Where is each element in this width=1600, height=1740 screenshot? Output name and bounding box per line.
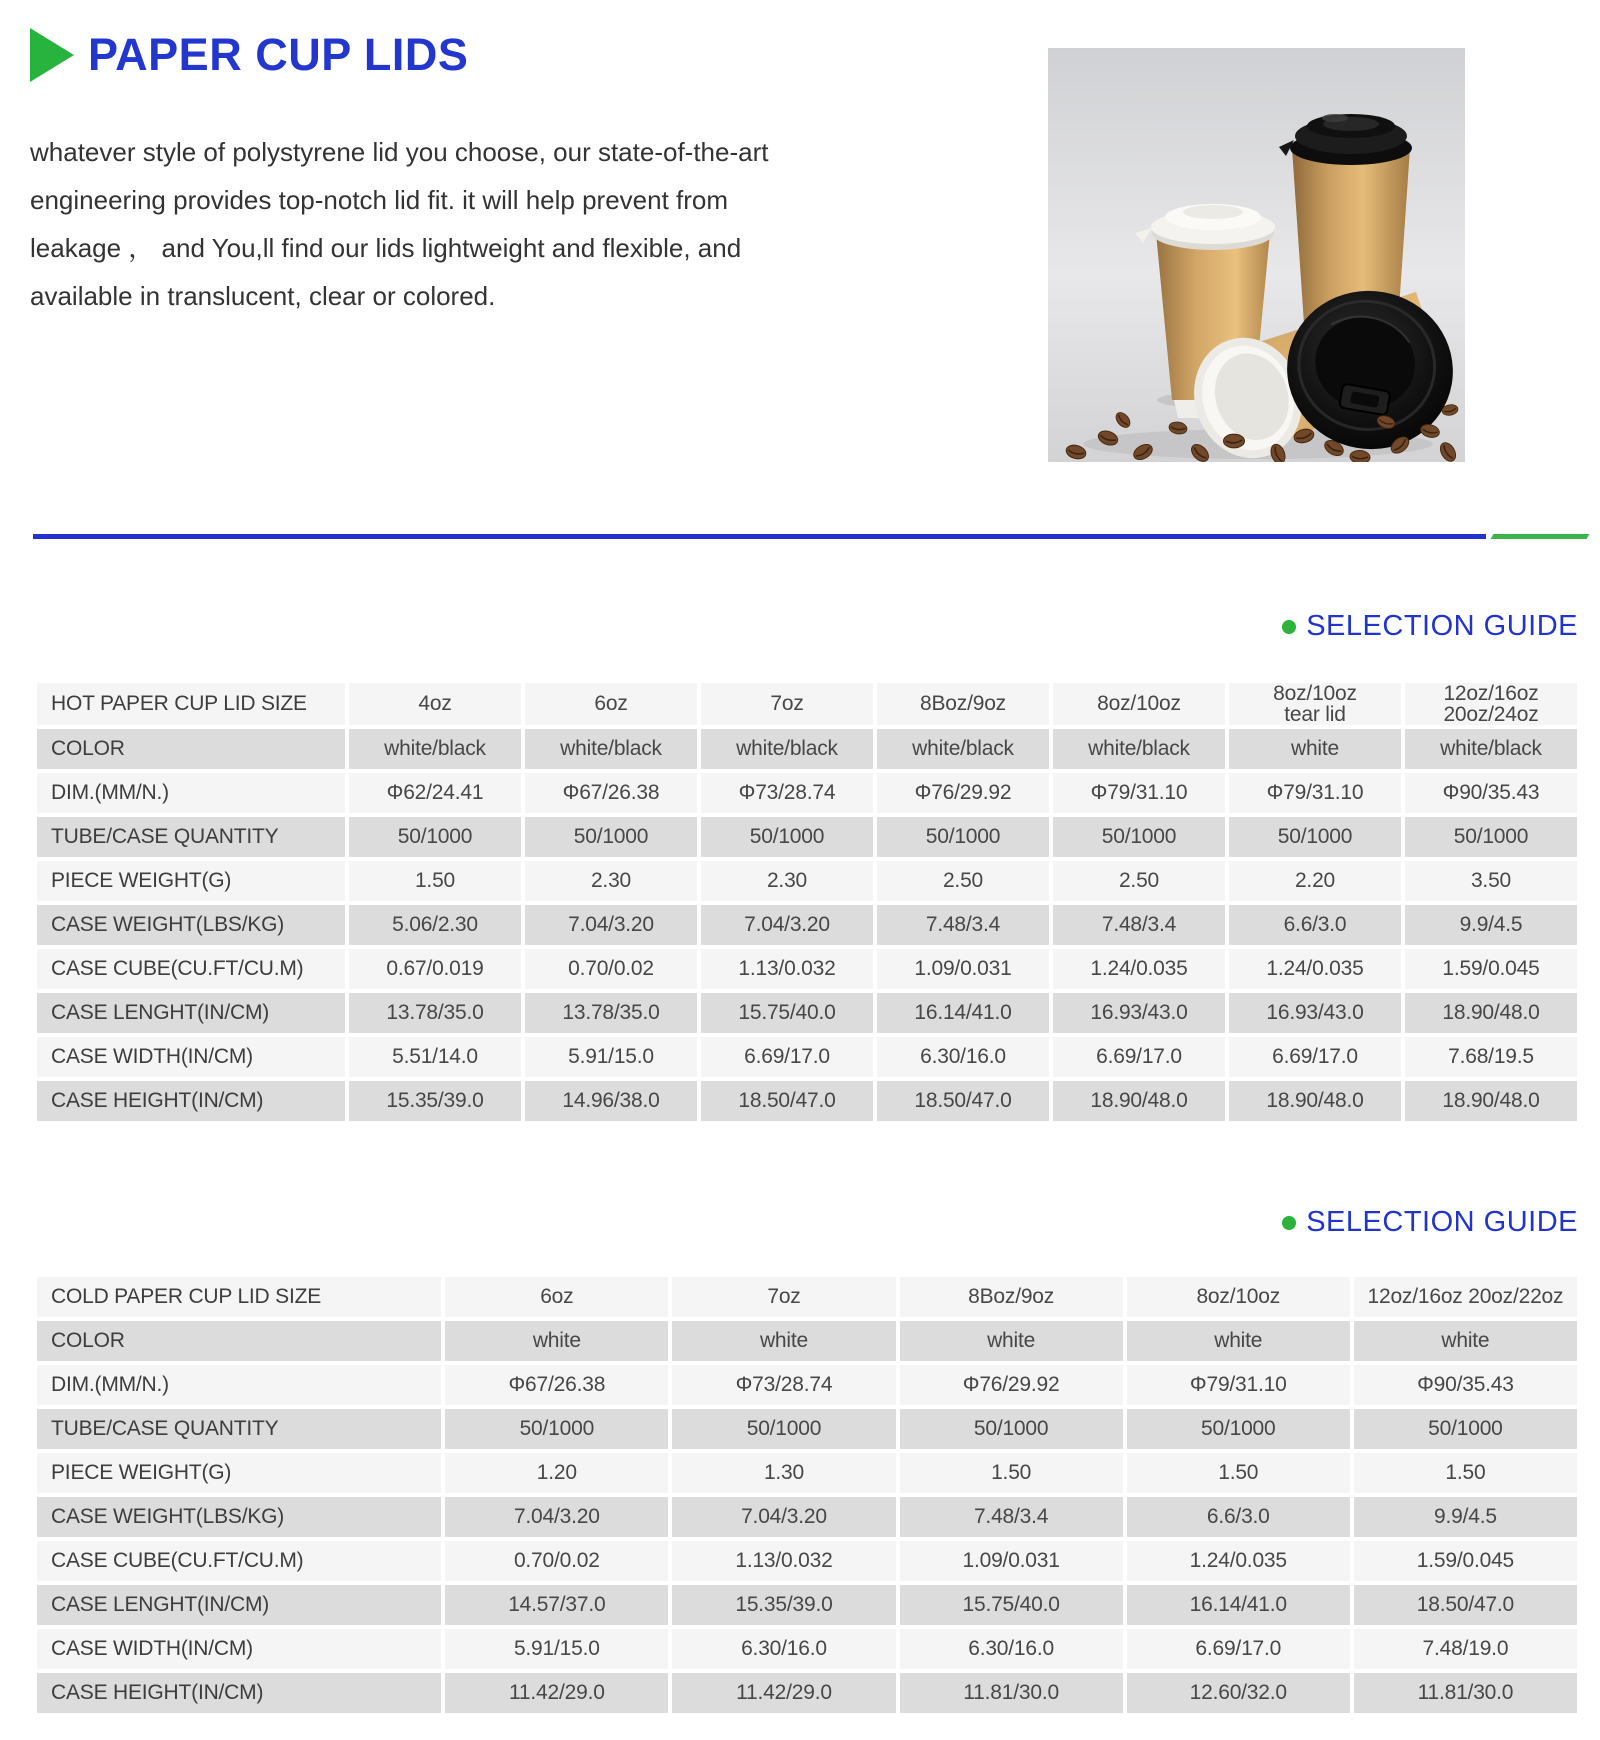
value-cell: 18.50/47.0 bbox=[1354, 1585, 1577, 1625]
value-cell: 5.06/2.30 bbox=[349, 905, 521, 945]
divider-green-line bbox=[1491, 534, 1590, 539]
table-row bbox=[37, 817, 1577, 857]
value-cell: 1.59/0.045 bbox=[1354, 1541, 1577, 1581]
value-cell: 50/1000 bbox=[1229, 817, 1401, 857]
value-cell: 7.04/3.20 bbox=[525, 905, 697, 945]
value-cell: 11.81/30.0 bbox=[900, 1673, 1123, 1713]
table-row bbox=[37, 1629, 1577, 1669]
value-cell: 9.9/4.5 bbox=[1405, 905, 1577, 945]
value-cell: Φ62/24.41 bbox=[349, 773, 521, 813]
value-cell: white bbox=[1354, 1321, 1577, 1361]
value-cell: 1.50 bbox=[900, 1453, 1123, 1493]
value-cell: white/black bbox=[877, 729, 1049, 769]
row-label-cell: CASE LENGHT(IN/CM) bbox=[37, 993, 345, 1033]
value-cell: Φ79/31.10 bbox=[1053, 773, 1225, 813]
table-row bbox=[37, 1365, 1577, 1405]
table-row bbox=[37, 773, 1577, 813]
table-row bbox=[37, 1585, 1577, 1625]
value-cell: 13.78/35.0 bbox=[349, 993, 521, 1033]
table-row bbox=[37, 1409, 1577, 1449]
value-cell: 12oz/16oz 20oz/24oz bbox=[1405, 683, 1577, 725]
value-cell: white/black bbox=[1053, 729, 1225, 769]
value-cell: 15.35/39.0 bbox=[349, 1081, 521, 1121]
row-label-cell: TUBE/CASE QUANTITY bbox=[37, 1409, 441, 1449]
value-cell: 6oz bbox=[525, 683, 697, 725]
value-cell: 16.14/41.0 bbox=[877, 993, 1049, 1033]
value-cell: 7.04/3.20 bbox=[672, 1497, 895, 1537]
value-cell: 50/1000 bbox=[1405, 817, 1577, 857]
value-cell: 7.04/3.20 bbox=[445, 1497, 668, 1537]
value-cell: 1.24/0.035 bbox=[1053, 949, 1225, 989]
value-cell: Φ76/29.92 bbox=[877, 773, 1049, 813]
row-label-cell: PIECE WEIGHT(G) bbox=[37, 1453, 441, 1493]
intro-line: available in translucent, clear or colored. bbox=[30, 281, 496, 311]
row-label-cell: CASE HEIGHT(IN/CM) bbox=[37, 1673, 441, 1713]
value-cell: 6.6/3.0 bbox=[1229, 905, 1401, 945]
value-cell: white bbox=[672, 1321, 895, 1361]
value-cell: 2.20 bbox=[1229, 861, 1401, 901]
value-cell: Φ90/35.43 bbox=[1405, 773, 1577, 813]
row-label-cell: CASE CUBE(CU.FT/CU.M) bbox=[37, 1541, 441, 1581]
value-cell: 1.24/0.035 bbox=[1229, 949, 1401, 989]
row-label-cell: CASE CUBE(CU.FT/CU.M) bbox=[37, 949, 345, 989]
value-cell: 0.67/0.019 bbox=[349, 949, 521, 989]
row-label-cell: CASE LENGHT(IN/CM) bbox=[37, 1585, 441, 1625]
value-cell: 8Boz/9oz bbox=[877, 683, 1049, 725]
row-label-cell: COLOR bbox=[37, 729, 345, 769]
value-cell: 3.50 bbox=[1405, 861, 1577, 901]
table-row bbox=[37, 1497, 1577, 1537]
table-header-row bbox=[37, 683, 1577, 725]
selection-guide-heading-hot bbox=[1282, 610, 1578, 643]
value-cell: 6.30/16.0 bbox=[672, 1629, 895, 1669]
divider-blue-line bbox=[33, 534, 1486, 539]
value-cell: 2.50 bbox=[877, 861, 1049, 901]
value-cell: Φ73/28.74 bbox=[672, 1365, 895, 1405]
value-cell: 6.6/3.0 bbox=[1127, 1497, 1350, 1537]
page-header bbox=[30, 28, 468, 82]
value-cell: 50/1000 bbox=[900, 1409, 1123, 1449]
value-cell: 50/1000 bbox=[672, 1409, 895, 1449]
intro-line: leakage ， and You,ll find our lids lightweight and flexible, and bbox=[30, 233, 742, 263]
value-cell: Φ76/29.92 bbox=[900, 1365, 1123, 1405]
value-cell: Φ73/28.74 bbox=[701, 773, 873, 813]
value-cell: white/black bbox=[1405, 729, 1577, 769]
value-cell: 1.13/0.032 bbox=[701, 949, 873, 989]
row-label-cell: DIM.(MM/N.) bbox=[37, 773, 345, 813]
value-cell: 1.09/0.031 bbox=[877, 949, 1049, 989]
value-cell: white bbox=[1127, 1321, 1350, 1361]
value-cell: 50/1000 bbox=[1127, 1409, 1350, 1449]
divider bbox=[33, 534, 1588, 539]
row-label-cell: HOT PAPER CUP LID SIZE bbox=[37, 683, 345, 725]
value-cell: 8oz/10oz tear lid bbox=[1229, 683, 1401, 725]
table-row bbox=[37, 993, 1577, 1033]
value-cell: 0.70/0.02 bbox=[445, 1541, 668, 1581]
value-cell: 6.69/17.0 bbox=[1127, 1629, 1350, 1669]
value-cell: 16.14/41.0 bbox=[1127, 1585, 1350, 1625]
bullet-dot-icon bbox=[1282, 620, 1296, 634]
value-cell: 7.48/19.0 bbox=[1354, 1629, 1577, 1669]
value-cell: 8oz/10oz bbox=[1053, 683, 1225, 725]
row-label-cell: DIM.(MM/N.) bbox=[37, 1365, 441, 1405]
table-row bbox=[37, 1673, 1577, 1713]
bullet-dot-icon bbox=[1282, 1216, 1296, 1230]
page-title: PAPER CUP LIDS bbox=[88, 29, 469, 80]
intro-paragraph bbox=[30, 128, 768, 320]
title-arrow-icon bbox=[30, 28, 74, 82]
value-cell: 50/1000 bbox=[701, 817, 873, 857]
value-cell: white/black bbox=[349, 729, 521, 769]
value-cell: 50/1000 bbox=[877, 817, 1049, 857]
value-cell: Φ79/31.10 bbox=[1229, 773, 1401, 813]
value-cell: white/black bbox=[701, 729, 873, 769]
value-cell: 7.48/3.4 bbox=[900, 1497, 1123, 1537]
row-label-cell: CASE WIDTH(IN/CM) bbox=[37, 1037, 345, 1077]
value-cell: 9.9/4.5 bbox=[1354, 1497, 1577, 1537]
value-cell: 14.96/38.0 bbox=[525, 1081, 697, 1121]
table-row bbox=[37, 1081, 1577, 1121]
value-cell: 50/1000 bbox=[445, 1409, 668, 1449]
value-cell: 1.59/0.045 bbox=[1405, 949, 1577, 989]
value-cell: 7.68/19.5 bbox=[1405, 1037, 1577, 1077]
value-cell: 18.50/47.0 bbox=[877, 1081, 1049, 1121]
value-cell: 1.13/0.032 bbox=[672, 1541, 895, 1581]
value-cell: 5.91/15.0 bbox=[445, 1629, 668, 1669]
product-photo-illustration bbox=[1048, 48, 1465, 462]
value-cell: 6oz bbox=[445, 1277, 668, 1317]
value-cell: 1.50 bbox=[1127, 1453, 1350, 1493]
value-cell: 18.90/48.0 bbox=[1405, 993, 1577, 1033]
value-cell: 8oz/10oz bbox=[1127, 1277, 1350, 1317]
table-row bbox=[37, 1541, 1577, 1581]
row-label-cell: PIECE WEIGHT(G) bbox=[37, 861, 345, 901]
table-row bbox=[37, 1453, 1577, 1493]
value-cell: 11.42/29.0 bbox=[445, 1673, 668, 1713]
value-cell: 18.90/48.0 bbox=[1229, 1081, 1401, 1121]
row-label-cell: TUBE/CASE QUANTITY bbox=[37, 817, 345, 857]
value-cell: white/black bbox=[525, 729, 697, 769]
value-cell: 15.35/39.0 bbox=[672, 1585, 895, 1625]
row-label-cell: COLOR bbox=[37, 1321, 441, 1361]
table-header-row bbox=[37, 1277, 1577, 1317]
value-cell: 12oz/16oz 20oz/22oz bbox=[1354, 1277, 1577, 1317]
value-cell: 6.30/16.0 bbox=[877, 1037, 1049, 1077]
value-cell: 7oz bbox=[672, 1277, 895, 1317]
value-cell: 7.04/3.20 bbox=[701, 905, 873, 945]
value-cell: 6.30/16.0 bbox=[900, 1629, 1123, 1669]
selection-guide-label: SELECTION GUIDE bbox=[1306, 610, 1578, 642]
value-cell: 7.48/3.4 bbox=[1053, 905, 1225, 945]
value-cell: 16.93/43.0 bbox=[1229, 993, 1401, 1033]
value-cell: 11.81/30.0 bbox=[1354, 1673, 1577, 1713]
value-cell: 16.93/43.0 bbox=[1053, 993, 1225, 1033]
value-cell: 6.69/17.0 bbox=[701, 1037, 873, 1077]
value-cell: 18.90/48.0 bbox=[1053, 1081, 1225, 1121]
value-cell: 2.30 bbox=[525, 861, 697, 901]
value-cell: 1.09/0.031 bbox=[900, 1541, 1123, 1581]
hot-paper-cup-lid-table bbox=[33, 679, 1581, 1125]
value-cell: 1.24/0.035 bbox=[1127, 1541, 1350, 1581]
value-cell: Φ90/35.43 bbox=[1354, 1365, 1577, 1405]
value-cell: 8Boz/9oz bbox=[900, 1277, 1123, 1317]
value-cell: 5.51/14.0 bbox=[349, 1037, 521, 1077]
selection-guide-heading-cold bbox=[1282, 1206, 1578, 1239]
value-cell: 0.70/0.02 bbox=[525, 949, 697, 989]
value-cell: 4oz bbox=[349, 683, 521, 725]
value-cell: white bbox=[445, 1321, 668, 1361]
value-cell: 6.69/17.0 bbox=[1229, 1037, 1401, 1077]
value-cell: 15.75/40.0 bbox=[701, 993, 873, 1033]
value-cell: 6.69/17.0 bbox=[1053, 1037, 1225, 1077]
value-cell: 2.30 bbox=[701, 861, 873, 901]
value-cell: 50/1000 bbox=[1053, 817, 1225, 857]
value-cell: 1.50 bbox=[349, 861, 521, 901]
intro-line: engineering provides top-notch lid fit. it will help prevent from bbox=[30, 185, 729, 215]
value-cell: 1.50 bbox=[1354, 1453, 1577, 1493]
table-row bbox=[37, 861, 1577, 901]
table-row bbox=[37, 1037, 1577, 1077]
value-cell: 5.91/15.0 bbox=[525, 1037, 697, 1077]
value-cell: Φ79/31.10 bbox=[1127, 1365, 1350, 1405]
intro-line: whatever style of polystyrene lid you choose, our state-of-the-art bbox=[30, 137, 769, 167]
value-cell: 50/1000 bbox=[349, 817, 521, 857]
selection-guide-label: SELECTION GUIDE bbox=[1306, 1206, 1578, 1238]
cold-paper-cup-lid-table bbox=[33, 1273, 1581, 1717]
value-cell: 12.60/32.0 bbox=[1127, 1673, 1350, 1713]
value-cell: 15.75/40.0 bbox=[900, 1585, 1123, 1625]
table-row bbox=[37, 1321, 1577, 1361]
row-label-cell: CASE HEIGHT(IN/CM) bbox=[37, 1081, 345, 1121]
value-cell: white bbox=[1229, 729, 1401, 769]
row-label-cell: CASE WEIGHT(LBS/KG) bbox=[37, 1497, 441, 1537]
row-label-cell: CASE WIDTH(IN/CM) bbox=[37, 1629, 441, 1669]
table-row bbox=[37, 729, 1577, 769]
value-cell: Φ67/26.38 bbox=[525, 773, 697, 813]
value-cell: 14.57/37.0 bbox=[445, 1585, 668, 1625]
product-photo bbox=[1048, 48, 1465, 462]
value-cell: 1.20 bbox=[445, 1453, 668, 1493]
value-cell: 7.48/3.4 bbox=[877, 905, 1049, 945]
value-cell: 50/1000 bbox=[1354, 1409, 1577, 1449]
value-cell: 2.50 bbox=[1053, 861, 1225, 901]
table-row bbox=[37, 905, 1577, 945]
value-cell: 18.50/47.0 bbox=[701, 1081, 873, 1121]
table-row bbox=[37, 949, 1577, 989]
value-cell: 7oz bbox=[701, 683, 873, 725]
value-cell: 11.42/29.0 bbox=[672, 1673, 895, 1713]
value-cell: Φ67/26.38 bbox=[445, 1365, 668, 1405]
row-label-cell: COLD PAPER CUP LID SIZE bbox=[37, 1277, 441, 1317]
value-cell: 50/1000 bbox=[525, 817, 697, 857]
value-cell: 1.30 bbox=[672, 1453, 895, 1493]
row-label-cell: CASE WEIGHT(LBS/KG) bbox=[37, 905, 345, 945]
value-cell: 13.78/35.0 bbox=[525, 993, 697, 1033]
value-cell: 18.90/48.0 bbox=[1405, 1081, 1577, 1121]
value-cell: white bbox=[900, 1321, 1123, 1361]
